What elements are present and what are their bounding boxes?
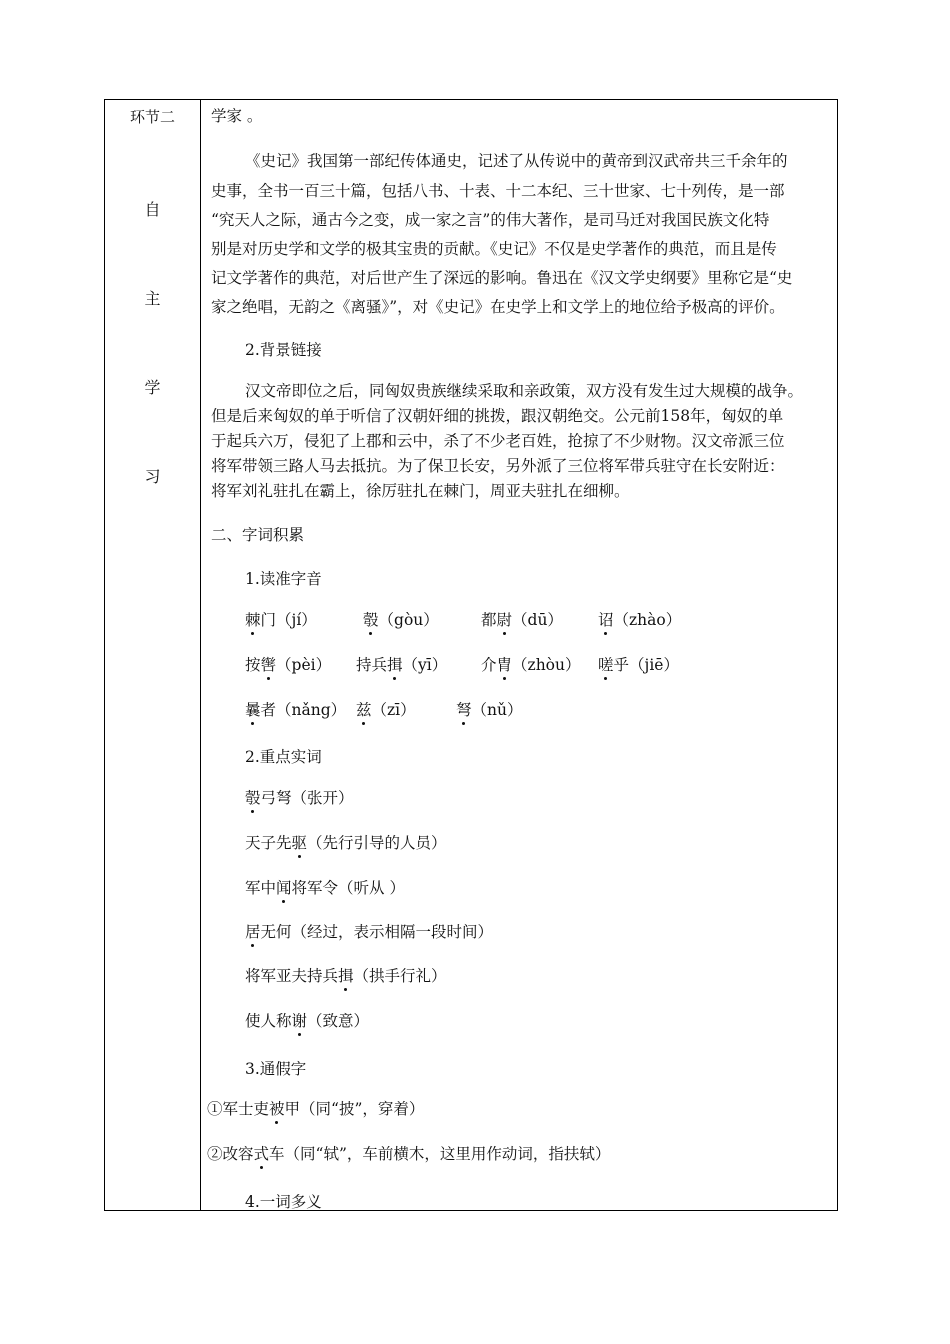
section-heading-vocab: 二、字词积累 — [211, 526, 305, 544]
background-para-line: 将军带领三路人马去抵抗。为了保卫长安，另外派了三位将军带兵驻守在长安附近： — [211, 457, 785, 475]
background-para-line: 但是后来匈奴的单于听信了汉朝奸细的挑拨，跟汉朝绝交。公元前158年，匈奴的单 — [211, 407, 784, 425]
emphasis-char: 棘 — [245, 611, 261, 629]
pronunciation-item: 嗟乎（jiē） — [598, 656, 679, 674]
vertical-char-1: 自 — [144, 200, 161, 219]
emphasis-char: 居 — [245, 923, 261, 941]
continued-line: 学家 。 — [211, 107, 263, 125]
pronunciation-item: 介胄（zhòu） — [481, 656, 581, 674]
pronunciation-item: 弩（nǔ） — [456, 701, 523, 719]
emphasis-char: 揖 — [338, 967, 354, 985]
lesson-table — [104, 99, 838, 1211]
emphasis-char: 尉 — [496, 611, 513, 629]
emphasis-char: 式 — [253, 1145, 270, 1163]
key-word-item: 军中闻将军令（听从 ） — [245, 879, 405, 897]
emphasis-char: 兹 — [356, 701, 372, 719]
key-word-item: 天子先驱（先行引导的人员） — [245, 834, 447, 852]
key-word-item: 将军亚夫持兵揖（拱手行礼） — [245, 967, 447, 985]
vertical-char-4: 习 — [144, 467, 161, 486]
stage-column — [105, 100, 200, 1210]
emphasis-char: 彀 — [363, 611, 379, 629]
subheading-polysemy: 4.一词多义 — [245, 1193, 322, 1211]
background-para-line: 汉文帝即位之后，同匈奴贵族继续采取和亲政策，双方没有发生过大规模的战争。 — [245, 382, 804, 400]
background-para-line: 将军刘礼驻扎在霸上，徐厉驻扎在棘门，周亚夫驻扎在细柳。 — [211, 482, 630, 500]
emphasis-char: 闻 — [276, 879, 292, 897]
subheading-pronunciation: 1.读准字音 — [245, 570, 322, 588]
emphasis-char: 曩 — [245, 701, 261, 719]
emphasis-char: 被 — [269, 1100, 285, 1118]
vertical-char-3: 学 — [144, 378, 161, 397]
pronunciation-item: 诏（zhào） — [598, 611, 682, 629]
emphasis-char: 谢 — [291, 1012, 308, 1030]
pronunciation-item: 棘门（jí） — [245, 611, 317, 629]
tongjia-item: ②改容式车（同“轼”，车前横木，这里用作动词，指扶轼） — [207, 1145, 611, 1163]
shiji-para-line: 别是对历史学和文学的极其宝贵的贡献。《史记》不仅是史学著作的典范，而且是传 — [211, 240, 777, 258]
subheading-tongjia: 3.通假字 — [245, 1060, 307, 1078]
pronunciation-item: 彀（gòu） — [363, 611, 439, 629]
shiji-para-line: 《史记》我国第一部纪传体通史，记述了从传说中的黄帝到汉武帝共三千余年的 — [245, 152, 788, 170]
stage-label: 环节二 — [129, 108, 175, 126]
shiji-para-line: 记文学著作的典范，对后世产生了深远的影响。鲁迅在《汉文学史纲要》里称它是“史 — [211, 269, 793, 287]
pronunciation-item: 兹（zī） — [356, 701, 416, 719]
content-column — [201, 100, 837, 1210]
emphasis-char: 辔 — [260, 656, 277, 674]
shiji-para-line: “究天人之际，通古今之变，成一家之言”的伟大著作，是司马迁对我国民族文化特 — [211, 211, 770, 229]
emphasis-char: 诏 — [598, 611, 614, 629]
shiji-para-line: 史事，全书一百三十篇，包括八书、十表、十二本纪、三十世家、七十列传，是一部 — [211, 182, 785, 200]
key-word-item: 居无何（经过，表示相隔一段时间） — [245, 923, 494, 941]
background-para-line: 于起兵六万，侵犯了上郡和云中，杀了不少老百姓，抢掠了不少财物。汉文帝派三位 — [211, 432, 785, 450]
pronunciation-item: 按辔（pèi） — [245, 656, 332, 674]
shiji-para-line: 家之绝唱，无韵之《离骚》”，对《史记》在史学上和文学上的地位给予极高的评价。 — [211, 298, 785, 316]
emphasis-char: 胄 — [496, 656, 513, 674]
subheading-key-words: 2.重点实词 — [245, 748, 322, 766]
pronunciation-item: 曩者（nǎng） — [245, 701, 347, 719]
pronunciation-item: 持兵揖（yī） — [356, 656, 448, 674]
emphasis-char: 嗟 — [598, 656, 614, 674]
tongjia-item: ①军士吏被甲（同“披”，穿着） — [207, 1100, 425, 1118]
emphasis-char: 驱 — [291, 834, 308, 852]
vertical-char-2: 主 — [144, 289, 161, 308]
emphasis-char: 弩 — [456, 701, 472, 719]
section-heading-background: 2.背景链接 — [245, 341, 322, 359]
emphasis-char: 揖 — [387, 656, 403, 674]
key-word-item: 使人称谢（致意） — [245, 1012, 370, 1030]
key-word-item: 彀弓弩（张开） — [245, 789, 354, 807]
pronunciation-item: 都尉（dū） — [481, 611, 563, 629]
emphasis-char: 彀 — [245, 789, 261, 807]
